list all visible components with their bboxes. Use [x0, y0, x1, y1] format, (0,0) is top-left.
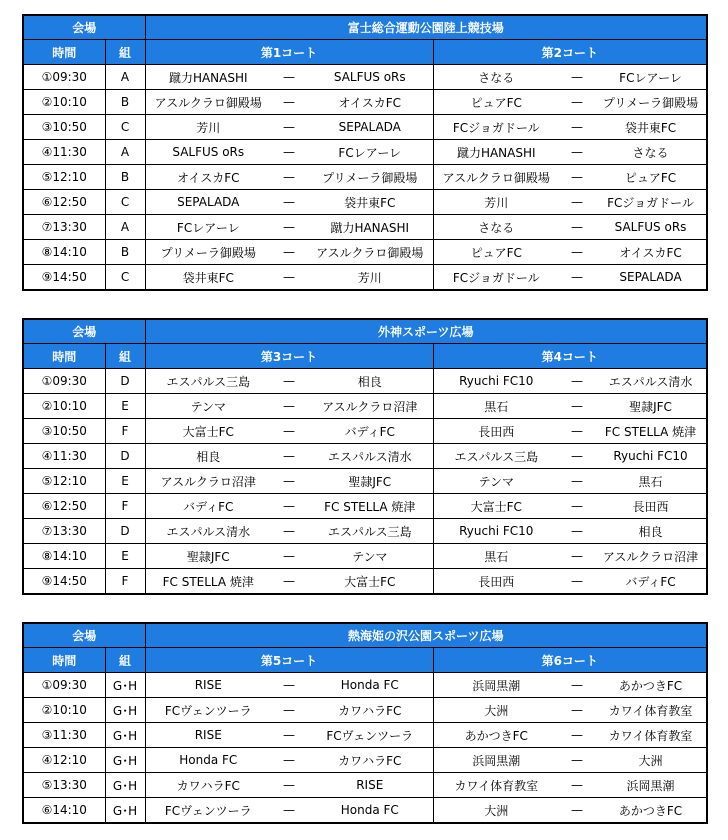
court-b-away-team: 浜岡黒潮 [595, 773, 707, 798]
group-header: 組 [105, 40, 145, 65]
court-a-away-team: Honda FC [307, 798, 433, 824]
court-b-home-team: エスパルス三島 [433, 444, 559, 469]
court-a-home-team: オイスカFC [145, 165, 271, 190]
court-a-away-team: 蹴力HANASHI [307, 215, 433, 240]
court-b-away-team: FCジョガドール [595, 190, 707, 215]
court-a-home-team: 蹴力HANASHI [145, 65, 271, 90]
court-b-home-team: 浜岡黒潮 [433, 748, 559, 773]
match-group: F [105, 569, 145, 595]
match-time: ③10:50 [23, 419, 105, 444]
court-a-home-team: RISE [145, 673, 271, 698]
court-b-home-team: 大洲 [433, 798, 559, 824]
vs-mark: — [559, 394, 595, 419]
match-time: ⑨14:50 [23, 569, 105, 595]
venue-label: 会場 [23, 319, 145, 344]
venue-label: 会場 [23, 623, 145, 648]
match-time: ④12:10 [23, 748, 105, 773]
court-b-home-team: カワイ体育教室 [433, 773, 559, 798]
table-row [23, 65, 707, 90]
vs-mark: — [271, 394, 307, 419]
match-time: ②10:10 [23, 698, 105, 723]
vs-mark: — [559, 748, 595, 773]
table-row [23, 723, 707, 748]
schedule-table [22, 318, 708, 595]
court-b-home-team: Ryuchi FC10 [433, 519, 559, 544]
vs-mark: — [559, 698, 595, 723]
table-row [23, 140, 707, 165]
schedule-table [22, 14, 708, 291]
court-b-home-team: あかつきFC [433, 723, 559, 748]
vs-mark: — [271, 773, 307, 798]
vs-mark: — [559, 494, 595, 519]
table-row [23, 673, 707, 698]
vs-mark: — [559, 240, 595, 265]
court-a-away-team: 聖隷JFC [307, 469, 433, 494]
court-b-home-team: 浜岡黒潮 [433, 673, 559, 698]
match-time: ②10:10 [23, 394, 105, 419]
schedule-table [22, 622, 708, 824]
match-group: A [105, 140, 145, 165]
table-row [23, 394, 707, 419]
venue-name: 熱海姫の沢公園スポーツ広場 [145, 623, 707, 648]
court-a-home-team: FCヴェンツーラ [145, 698, 271, 723]
vs-mark: — [559, 469, 595, 494]
vs-mark: — [559, 140, 595, 165]
court-a-home-team: SALFUS oRs [145, 140, 271, 165]
court-a-away-team: SEPALADA [307, 115, 433, 140]
court-b-home-team: 芳川 [433, 190, 559, 215]
court-b-away-team: 長田西 [595, 494, 707, 519]
vs-mark: — [559, 723, 595, 748]
vs-mark: — [559, 673, 595, 698]
court-b-home-team: 黒石 [433, 544, 559, 569]
match-group: G･H [105, 773, 145, 798]
court-a-home-team: アスルクラロ沼津 [145, 469, 271, 494]
court-a-home-team: テンマ [145, 394, 271, 419]
match-group: A [105, 65, 145, 90]
table-row [23, 90, 707, 115]
match-time: ⑥14:10 [23, 798, 105, 824]
court-b-away-team: SEPALADA [595, 265, 707, 291]
court-b-away-team: 相良 [595, 519, 707, 544]
match-time: ⑤13:30 [23, 773, 105, 798]
court-a-away-team: テンマ [307, 544, 433, 569]
court-a-away-team: エスパルス三島 [307, 519, 433, 544]
column-header-row [23, 40, 707, 65]
match-group: G･H [105, 673, 145, 698]
court-a-home-team: FC STELLA 焼津 [145, 569, 271, 595]
court-a-home-team: バディFC [145, 494, 271, 519]
court-b-header: 第2コート [433, 40, 707, 65]
vs-mark: — [559, 419, 595, 444]
vs-mark: — [271, 115, 307, 140]
vs-mark: — [271, 240, 307, 265]
vs-mark: — [559, 569, 595, 595]
match-group: E [105, 469, 145, 494]
court-b-home-team: アスルクラロ御殿場 [433, 165, 559, 190]
court-b-away-team: 袋井東FC [595, 115, 707, 140]
match-group: D [105, 444, 145, 469]
court-a-away-team: Honda FC [307, 673, 433, 698]
court-b-header: 第6コート [433, 648, 707, 673]
court-a-home-team: RISE [145, 723, 271, 748]
court-b-home-team: テンマ [433, 469, 559, 494]
vs-mark: — [271, 519, 307, 544]
vs-mark: — [559, 369, 595, 394]
match-time: ⑦13:30 [23, 519, 105, 544]
vs-mark: — [271, 140, 307, 165]
table-row [23, 369, 707, 394]
court-b-home-team: 長田西 [433, 569, 559, 595]
time-header: 時間 [23, 40, 105, 65]
vs-mark: — [271, 444, 307, 469]
vs-mark: — [559, 90, 595, 115]
time-header: 時間 [23, 344, 105, 369]
column-header-row [23, 648, 707, 673]
match-group: C [105, 265, 145, 291]
match-group: D [105, 369, 145, 394]
vs-mark: — [271, 369, 307, 394]
court-a-away-team: 芳川 [307, 265, 433, 291]
table-row [23, 215, 707, 240]
vs-mark: — [559, 190, 595, 215]
match-group: F [105, 494, 145, 519]
court-a-home-team: 聖隷JFC [145, 544, 271, 569]
group-header: 組 [105, 648, 145, 673]
match-time: ④11:30 [23, 444, 105, 469]
court-b-home-team: さなる [433, 215, 559, 240]
court-b-away-team: 大洲 [595, 748, 707, 773]
court-a-header: 第3コート [145, 344, 433, 369]
court-a-home-team: 大富士FC [145, 419, 271, 444]
match-time: ③10:50 [23, 115, 105, 140]
vs-mark: — [271, 798, 307, 824]
match-time: ⑥12:50 [23, 494, 105, 519]
court-b-home-team: 黒石 [433, 394, 559, 419]
vs-mark: — [271, 265, 307, 291]
match-time: ⑨14:50 [23, 265, 105, 291]
venue-name: 外神スポーツ広場 [145, 319, 707, 344]
match-time: ③11:30 [23, 723, 105, 748]
court-a-away-team: オイスカFC [307, 90, 433, 115]
court-a-home-team: エスパルス清水 [145, 519, 271, 544]
match-time: ④11:30 [23, 140, 105, 165]
court-b-home-team: Ryuchi FC10 [433, 369, 559, 394]
table-row [23, 773, 707, 798]
vs-mark: — [271, 215, 307, 240]
court-b-away-team: プリメーラ御殿場 [595, 90, 707, 115]
vs-mark: — [271, 165, 307, 190]
court-a-away-team: カワハラFC [307, 748, 433, 773]
court-b-home-team: 長田西 [433, 419, 559, 444]
vs-mark: — [559, 798, 595, 824]
match-time: ⑤12:10 [23, 469, 105, 494]
table-row [23, 544, 707, 569]
court-a-away-team: プリメーラ御殿場 [307, 165, 433, 190]
match-time: ⑤12:10 [23, 165, 105, 190]
court-a-away-team: バディFC [307, 419, 433, 444]
court-b-away-team: FCレアーレ [595, 65, 707, 90]
court-a-away-team: アスルクラロ御殿場 [307, 240, 433, 265]
match-group: B [105, 240, 145, 265]
court-a-home-team: プリメーラ御殿場 [145, 240, 271, 265]
vs-mark: — [271, 65, 307, 90]
court-b-away-team: FC STELLA 焼津 [595, 419, 707, 444]
table-row [23, 265, 707, 291]
court-b-away-team: さなる [595, 140, 707, 165]
table-row [23, 519, 707, 544]
vs-mark: — [271, 190, 307, 215]
venue-header-row [23, 319, 707, 344]
court-b-away-team: ピュアFC [595, 165, 707, 190]
match-group: C [105, 115, 145, 140]
match-group: F [105, 419, 145, 444]
group-header: 組 [105, 344, 145, 369]
court-b-away-team: Ryuchi FC10 [595, 444, 707, 469]
vs-mark: — [559, 773, 595, 798]
table-row [23, 115, 707, 140]
court-a-away-team: FCレアーレ [307, 140, 433, 165]
court-a-away-team: カワハラFC [307, 698, 433, 723]
court-a-away-team: 袋井東FC [307, 190, 433, 215]
match-time: ①09:30 [23, 369, 105, 394]
court-b-away-team: あかつきFC [595, 673, 707, 698]
court-a-away-team: 大富士FC [307, 569, 433, 595]
match-group: B [105, 90, 145, 115]
venue-header-row [23, 623, 707, 648]
court-b-away-team: カワイ体育教室 [595, 698, 707, 723]
column-header-row [23, 344, 707, 369]
court-b-away-team: バディFC [595, 569, 707, 595]
table-row [23, 190, 707, 215]
vs-mark: — [271, 494, 307, 519]
vs-mark: — [559, 115, 595, 140]
court-a-home-team: FCレアーレ [145, 215, 271, 240]
match-group: G･H [105, 698, 145, 723]
court-a-home-team: FCヴェンツーラ [145, 798, 271, 824]
court-b-away-team: カワイ体育教室 [595, 723, 707, 748]
table-row [23, 569, 707, 595]
vs-mark: — [559, 444, 595, 469]
court-a-away-team: FC STELLA 焼津 [307, 494, 433, 519]
venue-label: 会場 [23, 15, 145, 40]
court-b-away-team: 黒石 [595, 469, 707, 494]
match-time: ②10:10 [23, 90, 105, 115]
vs-mark: — [559, 544, 595, 569]
match-time: ①09:30 [23, 673, 105, 698]
match-group: G･H [105, 798, 145, 824]
court-b-home-team: FCジョガドール [433, 265, 559, 291]
time-header: 時間 [23, 648, 105, 673]
court-b-away-team: エスパルス清水 [595, 369, 707, 394]
court-a-away-team: アスルクラロ沼津 [307, 394, 433, 419]
court-b-away-team: SALFUS oRs [595, 215, 707, 240]
court-a-away-team: FCヴェンツーラ [307, 723, 433, 748]
court-b-away-team: あかつきFC [595, 798, 707, 824]
vs-mark: — [559, 519, 595, 544]
venue-header-row [23, 15, 707, 40]
match-group: G･H [105, 723, 145, 748]
vs-mark: — [271, 569, 307, 595]
vs-mark: — [271, 748, 307, 773]
court-a-away-team: RISE [307, 773, 433, 798]
table-row [23, 798, 707, 824]
court-a-home-team: カワハラFC [145, 773, 271, 798]
court-b-header: 第4コート [433, 344, 707, 369]
vs-mark: — [271, 723, 307, 748]
table-row [23, 698, 707, 723]
court-a-away-team: エスパルス清水 [307, 444, 433, 469]
vs-mark: — [559, 265, 595, 291]
match-group: B [105, 165, 145, 190]
vs-mark: — [559, 165, 595, 190]
court-a-home-team: 袋井東FC [145, 265, 271, 291]
court-b-home-team: 大富士FC [433, 494, 559, 519]
table-row [23, 469, 707, 494]
court-b-home-team: ピュアFC [433, 90, 559, 115]
court-b-away-team: 聖隷JFC [595, 394, 707, 419]
court-a-home-team: Honda FC [145, 748, 271, 773]
match-group: C [105, 190, 145, 215]
match-time: ①09:30 [23, 65, 105, 90]
court-a-away-team: 相良 [307, 369, 433, 394]
table-row [23, 444, 707, 469]
table-row [23, 748, 707, 773]
vs-mark: — [271, 673, 307, 698]
vs-mark: — [271, 90, 307, 115]
court-a-home-team: 芳川 [145, 115, 271, 140]
court-a-home-team: SEPALADA [145, 190, 271, 215]
vs-mark: — [559, 215, 595, 240]
table-row [23, 165, 707, 190]
vs-mark: — [271, 419, 307, 444]
match-group: G･H [105, 748, 145, 773]
table-row [23, 419, 707, 444]
match-group: E [105, 394, 145, 419]
vs-mark: — [271, 698, 307, 723]
court-b-home-team: 大洲 [433, 698, 559, 723]
vs-mark: — [559, 65, 595, 90]
venue-name: 富士総合運動公園陸上競技場 [145, 15, 707, 40]
match-group: D [105, 519, 145, 544]
match-time: ⑧14:10 [23, 544, 105, 569]
court-b-home-team: ピュアFC [433, 240, 559, 265]
court-a-header: 第1コート [145, 40, 433, 65]
court-a-away-team: SALFUS oRs [307, 65, 433, 90]
match-time: ⑧14:10 [23, 240, 105, 265]
court-b-home-team: さなる [433, 65, 559, 90]
court-a-home-team: 相良 [145, 444, 271, 469]
court-a-home-team: エスパルス三島 [145, 369, 271, 394]
table-row [23, 240, 707, 265]
vs-mark: — [271, 544, 307, 569]
court-a-header: 第5コート [145, 648, 433, 673]
court-a-home-team: アスルクラロ御殿場 [145, 90, 271, 115]
court-b-away-team: オイスカFC [595, 240, 707, 265]
court-b-home-team: 蹴力HANASHI [433, 140, 559, 165]
court-b-home-team: FCジョガドール [433, 115, 559, 140]
match-group: A [105, 215, 145, 240]
table-row [23, 494, 707, 519]
match-time: ⑦13:30 [23, 215, 105, 240]
vs-mark: — [271, 469, 307, 494]
match-group: E [105, 544, 145, 569]
court-b-away-team: アスルクラロ沼津 [595, 544, 707, 569]
match-time: ⑥12:50 [23, 190, 105, 215]
